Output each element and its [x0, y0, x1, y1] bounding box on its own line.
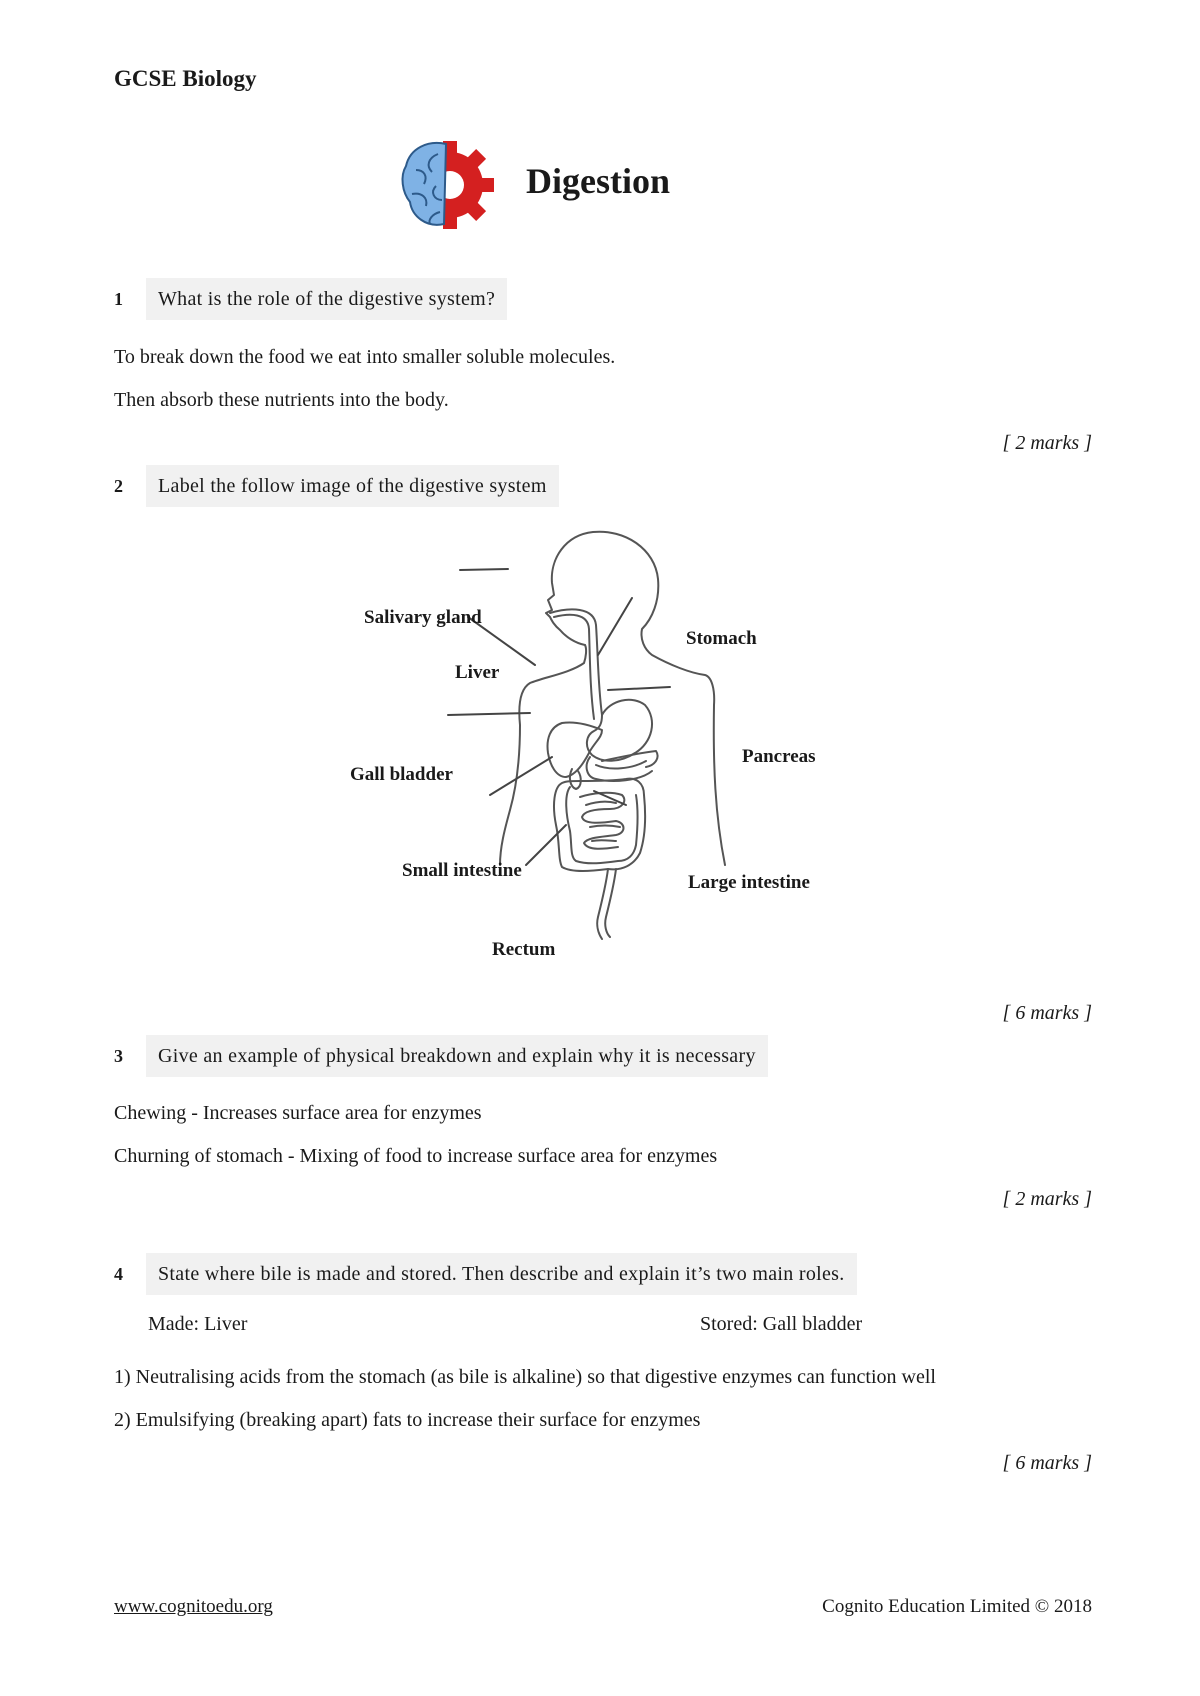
- question-3-marks: [ 2 marks ]: [1002, 1188, 1092, 1210]
- question-4-answer-2: 2) Emulsifying (breaking apart) fats to increase their surface for enzymes: [114, 1409, 701, 1431]
- question-2-number: 2: [114, 476, 123, 496]
- question-1-prompt: What is the role of the digestive system?: [146, 278, 507, 320]
- question-4-marks: [ 6 marks ]: [1002, 1452, 1092, 1474]
- label-gall-bladder: Gall bladder: [350, 764, 453, 785]
- question-4-prompt: State where bile is made and stored. Then describe and explain it’s two main roles.: [146, 1253, 857, 1295]
- question-4-number: 4: [114, 1264, 123, 1284]
- question-2-marks: [ 6 marks ]: [1002, 1002, 1092, 1024]
- question-3-prompt: Give an example of physical breakdown and explain why it is necessary: [146, 1035, 768, 1077]
- question-3-answer-1: Chewing - Increases surface area for enzymes: [114, 1102, 482, 1124]
- footer-website-link[interactable]: www.cognitoedu.org: [114, 1596, 273, 1617]
- page-title: Digestion: [526, 161, 670, 201]
- question-1-marks: [ 2 marks ]: [1002, 432, 1092, 454]
- body-outline: [546, 532, 725, 865]
- digestive-system-diagram: [340, 525, 840, 965]
- label-rectum: Rectum: [492, 939, 556, 960]
- question-4-made: Made: Liver: [148, 1313, 248, 1335]
- footer-copyright: Cognito Education Limited © 2018: [822, 1596, 1092, 1617]
- label-large-intestine: Large intestine: [688, 872, 810, 893]
- stomach-shape: [587, 700, 652, 761]
- subject-header: GCSE Biology: [114, 66, 257, 91]
- question-4-stored: Stored: Gall bladder: [700, 1313, 863, 1335]
- brain-gear-icon: [398, 136, 494, 234]
- question-4-answer-1: 1) Neutralising acids from the stomach (as bile is alkaline) so that digestive enzymes can function well: [114, 1366, 936, 1388]
- label-pancreas: Pancreas: [742, 746, 816, 767]
- question-1-answer-1: To break down the food we eat into smaller soluble molecules.: [114, 346, 616, 368]
- label-liver: Liver: [455, 662, 500, 683]
- question-2-prompt: Label the follow image of the digestive system: [146, 465, 559, 507]
- question-1-answer-2: Then absorb these nutrients into the body.: [114, 389, 449, 411]
- label-small-intestine: Small intestine: [402, 860, 522, 881]
- pancreas-shape: [602, 751, 658, 767]
- label-salivary-gland: Salivary gland: [364, 607, 482, 628]
- question-1-number: 1: [114, 289, 123, 309]
- question-3-number: 3: [114, 1046, 123, 1066]
- question-3-answer-2: Churning of stomach - Mixing of food to increase surface area for enzymes: [114, 1145, 718, 1167]
- label-stomach: Stomach: [686, 628, 757, 649]
